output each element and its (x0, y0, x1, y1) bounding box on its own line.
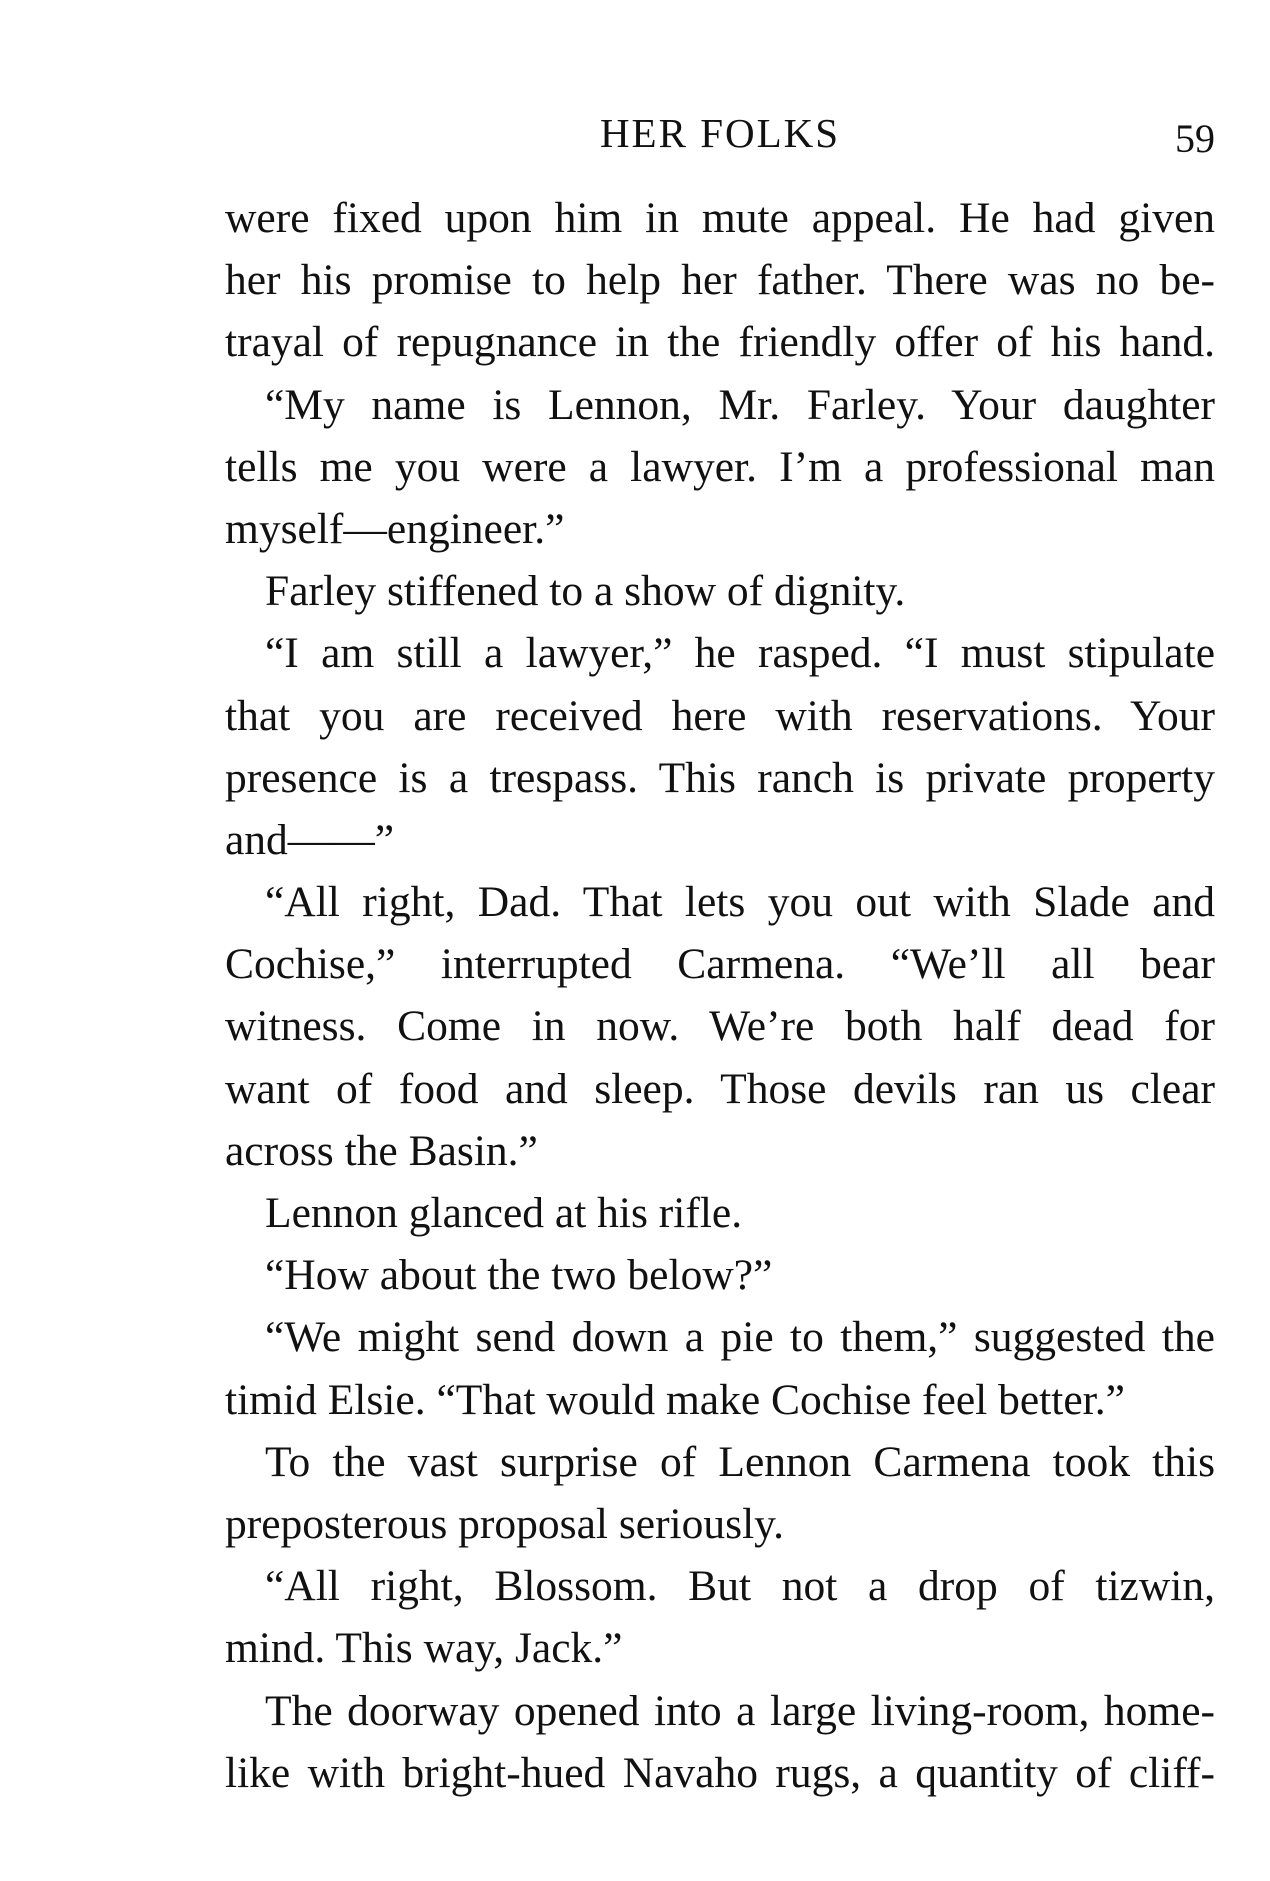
text-line: were fixed upon him in mute appeal. He had given (225, 194, 1215, 242)
body-text (225, 187, 1215, 1804)
text-line: tells me you were a lawyer. I’m a professional man (225, 442, 1215, 491)
text-line: like with bright-hued Navaho rugs, a quantity of cliff- (225, 1748, 1215, 1797)
text-line: “My name is Lennon, Mr. Farley. Your daughter (265, 380, 1215, 429)
text-line: “We might send down a pie to them,” suggested the (265, 1313, 1215, 1362)
text-line: timid Elsie. “That would make Cochise feel better.” (225, 1375, 1125, 1424)
text-line: and——” (225, 815, 395, 864)
text-line: preposterous proposal seriously. (225, 1499, 784, 1548)
running-title: HER FOLKS (599, 110, 841, 156)
text-line: across the Basin.” (225, 1126, 538, 1175)
running-head (225, 108, 1215, 161)
text-line: want of food and sleep. Those devils ran us clear (225, 1064, 1215, 1113)
text-line: witness. Come in now. We’re both half dead for (225, 1002, 1215, 1051)
text-line: mind. This way, Jack.” (225, 1624, 623, 1673)
text-line: myself—engineer.” (225, 504, 565, 553)
text-line: trayal of repugnance in the friendly offer of his hand. (225, 318, 1215, 367)
page-number: 59 (1175, 116, 1215, 161)
text-line: “All right, Blossom. But not a drop of tizwin, (265, 1562, 1215, 1611)
text-line: “All right, Dad. That lets you out with Slade and (265, 878, 1215, 927)
text-line: Cochise,” interrupted Carmena. “We’ll all bear (225, 940, 1215, 989)
text-line: her his promise to help her father. There was no be- (225, 256, 1215, 305)
text-line: that you are received here with reservations. Your (225, 691, 1215, 740)
text-line: Farley stiffened to a show of dignity. (265, 567, 906, 616)
text-line: “How about the two below?” (265, 1251, 773, 1300)
text-line: The doorway opened into a large living-room, home- (265, 1686, 1215, 1735)
text-line: presence is a trespass. This ranch is private property (225, 753, 1215, 802)
text-line: Lennon glanced at his rifle. (265, 1189, 743, 1237)
text-line: To the vast surprise of Lennon Carmena took this (265, 1437, 1215, 1486)
text-line: “I am still a lawyer,” he rasped. “I must stipulate (265, 629, 1215, 678)
